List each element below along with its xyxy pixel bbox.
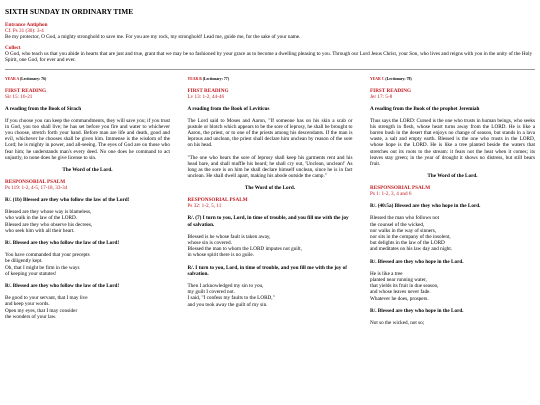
verse-line: and whose leaves never fade.: [370, 289, 431, 296]
first-reading-label: FIRST READING: [187, 87, 229, 94]
entrance-antiphon-heading: Entrance Antiphon: [5, 22, 48, 28]
year-heading: [5, 77, 170, 81]
verse-line: who walk in the law of the LORD.: [5, 215, 78, 222]
verse-line: of keeping your statutes!: [5, 270, 57, 277]
year-a-column: [5, 77, 170, 333]
entrance-antiphon-section: [5, 22, 535, 40]
psalm-verse: [5, 295, 170, 320]
entrance-antiphon-ref: Cf. Ps 31 (30): 3-4: [5, 28, 44, 34]
verse-line: planted near running water,: [370, 277, 427, 284]
reading-title: A reading from the Book of Sirach: [5, 105, 82, 112]
verse-line: Not so the wicked, not so;: [370, 320, 425, 327]
verse-line: in whose spirit there is no guile.: [187, 252, 254, 259]
verse-line: Be good to your servant, that I may live: [5, 295, 88, 302]
psalm-label: RESPONSORIAL PSALM: [187, 197, 248, 204]
verse-line: and keep your words.: [5, 301, 50, 308]
verse-line: Open my eyes, that I may consider: [5, 307, 78, 314]
word-of-the-lord: The Word of the Lord.: [244, 185, 296, 192]
psalm-verse: [5, 209, 170, 234]
verse-line: Blessed are they whose way is blameless,: [5, 209, 92, 216]
psalm-verse: [370, 271, 535, 302]
psalm-verse: [370, 215, 535, 252]
year-heading: [188, 77, 353, 81]
collect-text: O God, who teach us that you abide in hearts that are just and true, grant that we may be so fashioned by your grace as to become a dwelling pleasing to you. Through our Lord Jesus Christ, your Son, who lives and reigns with you in the unity of the Holy Spirit, one God, for ever and ever.: [5, 51, 533, 64]
verse-line: that yields its fruit in due season,: [370, 283, 439, 290]
section-divider: [5, 69, 535, 70]
lectionary-number: (Lectionary: 76): [19, 76, 47, 81]
reading-paragraph: Thus says the LORD: Cursed is the one who trusts in human beings, who seeks his strength in flesh, whose heart turns away from the LORD. He is like a barren bush in the desert that enjoys no change of season, but stands in a lava waste, a salt and empty earth. Blessed is the one who trusts in the LORD, whose hope is the LORD. He is like a tree planted beside the waters that stretches out its roots to the stream: it fears not the heat when it comes; its leaves stay green; in the year of drought it shows no distress, but still bears fruit.: [370, 117, 535, 168]
lectionary-number: (Lectionary: 77): [202, 76, 229, 81]
psalm-ref: Ps 119: 1-2, 4-5, 17-18, 33-34: [5, 185, 68, 192]
psalm-response: R/. Blessed are they who hope in the Lord.: [370, 258, 464, 265]
verse-line: nor sits in the company of the insolent,: [370, 234, 451, 241]
psalm-label: RESPONSORIAL PSALM: [370, 185, 431, 192]
verse-line: Then I acknowledged my sin to you,: [187, 283, 264, 290]
year-label: YEAR C: [370, 76, 385, 81]
first-reading-ref: Lv 13: 1-2, 44-46: [187, 93, 225, 100]
psalm-response: R/. (1b) Blessed are they who follow the law of the Lord!: [5, 197, 130, 204]
readings-columns: [5, 77, 535, 333]
verse-line: Oh, that I might be firm in the ways: [5, 264, 80, 271]
reading-paragraph: "The one who bears the sore of leprosy shall keep his garments rent and his head bare, and shall muffle his beard; he shall cry out, 'Unclean, unclean!' As long as the sore is on him he shall declare himself unclean, since he is in fact unclean. He shall dwell apart, making his abode outside the camp.": [187, 154, 353, 180]
verse-line: and meditates on his law day and night.: [370, 246, 453, 253]
verse-line: the wonders of your law.: [5, 313, 57, 320]
psalm-ref: Ps 32: 1-2, 5, 11: [187, 203, 222, 210]
word-of-the-lord: The Word of the Lord.: [427, 173, 478, 180]
collect-heading: Collect: [5, 45, 21, 52]
lectionary-number: (Lectionary: 78): [385, 76, 412, 81]
psalm-verse: [370, 320, 535, 326]
word-of-the-lord: The Word of the Lord.: [62, 167, 113, 174]
verse-line: but delights in the law of the LORD: [370, 240, 445, 247]
psalm-label: RESPONSORIAL PSALM: [5, 179, 66, 186]
verse-line: Blessed is he whose fault is taken away,: [187, 233, 271, 240]
reading-title: A reading from the Book of the prophet Jeremiah: [370, 105, 480, 112]
year-label: YEAR A: [5, 76, 20, 81]
verse-line: the counsel of the wicked,: [370, 221, 425, 228]
reading-paragraph: The Lord said to Moses and Aaron, "If someone has on his skin a scab or pustule or blotch which appears to be the sore of leprosy, he shall be brought to Aaron, the priest, or to one of the priests among his descendants. If the man is leprous and unclean, the priest shall declare him unclean by reason of the sore on his head.: [187, 117, 353, 149]
psalm-response: R/. Blessed are they who follow the law of the Lord!: [5, 283, 120, 290]
collect-section: [5, 45, 535, 63]
reading-title: A reading from the Book of Leviticus: [187, 105, 270, 112]
first-reading-ref: Sir 15: 16-21: [5, 93, 33, 100]
year-c-column: [370, 77, 535, 333]
verse-line: Blessed the man to whom the LORD imputes not guilt,: [187, 246, 302, 253]
psalm-verse: [188, 234, 353, 259]
verse-line: You have commanded that your precepts: [5, 252, 90, 259]
verse-line: nor walks in the way of sinners,: [370, 227, 437, 234]
verse-line: Blessed the man who follows not: [370, 215, 440, 222]
verse-line: Whatever he does, prospers.: [370, 295, 429, 302]
verse-line: Blessed are they who observe his decrees,: [5, 221, 93, 228]
psalm-verse: [188, 283, 353, 308]
psalm-verse: [5, 252, 170, 277]
page-title: SIXTH SUNDAY IN ORDINARY TIME: [5, 7, 134, 16]
reading-paragraph: If you choose you can keep the commandments, they will save you; if you trust in God, you too shall live; he has set before you fire and water to whichever you choose, stretch forth your hand. Before man are life and death, good and evil, whichever he chooses shall be given him. Immense is the wisdom of the Lord; he is mighty in power, and all-seeing. The eyes of God are on those who fear him; he understands man's every deed. No one does he command to act unjustly, to none does he give license to sin.: [5, 117, 170, 161]
psalm-response: R/. Blessed are they who hope in the Lord.: [370, 307, 464, 314]
psalm-response: R/. (40:5a) Blessed are they who hope in the Lord.: [370, 203, 481, 210]
verse-line: He is like a tree: [370, 270, 403, 277]
psalm-response: R/. (7) I turn to you, Lord, in time of trouble, and you fill me with the joy of salvation.: [187, 215, 349, 228]
verse-line: whose sin is covered.: [187, 240, 232, 247]
first-reading-label: FIRST READING: [370, 87, 411, 94]
year-heading: [370, 77, 535, 81]
verse-line: who seek him with all their heart.: [5, 227, 75, 234]
psalm-response: R/. I turn to you, Lord, in time of trouble, and you fill me with the joy of salvation.: [187, 264, 347, 277]
year-b-column: [188, 77, 353, 333]
verse-line: I said, "I confess my faults to the LORD,": [187, 295, 275, 302]
first-reading-label: FIRST READING: [5, 87, 46, 94]
entrance-antiphon-text: Be my protector, O God, a mighty stronghold to save me. For you are my rock, my stronghold! Lead me, guide me, for the sake of your name.: [5, 34, 301, 40]
verse-line: and you took away the guilt of my sin.: [187, 301, 268, 308]
verse-line: my guilt I covered not.: [187, 289, 235, 296]
psalm-ref: Ps 1: 1-2, 3, 4 and 6: [370, 191, 412, 198]
psalm-response: R/. Blessed are they who follow the law of the Lord!: [5, 240, 120, 247]
year-label: YEAR B: [187, 76, 202, 81]
verse-line: be diligently kept.: [5, 258, 43, 265]
first-reading-ref: Jer 17: 5-8: [370, 93, 393, 100]
